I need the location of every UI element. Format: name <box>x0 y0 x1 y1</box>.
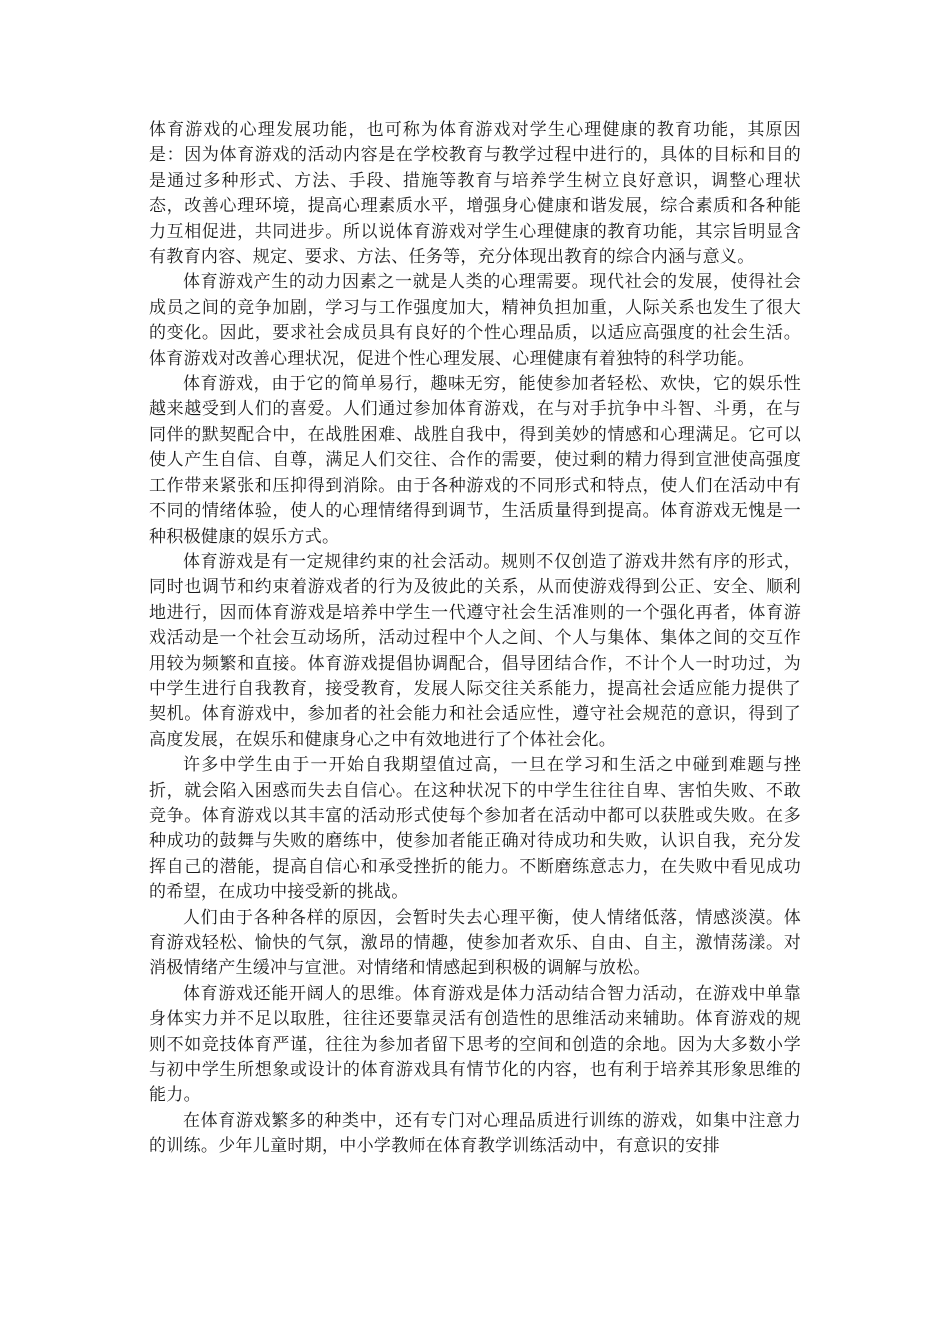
paragraph-attention-training: 在体育游戏繁多的种类中，还有专门对心理品质进行训练的游戏，如集中注意力的训练。少年儿童时期，中小学教师在体育教学训练活动中，有意识的安排 <box>149 1110 801 1157</box>
document-page <box>149 118 801 1160</box>
paragraph-social-activity: 体育游戏是有一定规律约束的社会活动。规则不仅创造了游戏井然有序的形式，同时也调节和约束着游戏者的行为及彼此的关系，从而使游戏得到公正、安全、顺利地进行，因而体育游戏是培养中学生一代遵守社会生活准则的一个强化再者，体育游戏活动是一个社会互动场所，活动过程中个人之间、个人与集体、集体之间的交互作用较为频繁和直接。体育游戏提倡协调配合，倡导团结合作，不计个人一时功过，为中学生进行自我教育，接受教育，发展人际交往关系能力，提高社会适应能力提供了契机。体育游戏中，参加者的社会能力和社会适应性，遵守社会规范的意识，得到了高度发展，在娱乐和健康身心之中有效地进行了个体社会化。 <box>149 551 801 750</box>
paragraph-psychological-needs: 体育游戏产生的动力因素之一就是人类的心理需要。现代社会的发展，使得社会成员之间的竞争加剧，学习与工作强度加大，精神负担加重，人际关系也发生了很大的变化。因此，要求社会成员具有良好的个性心理品质，以适应高强度的社会生活。体育游戏对改善心理状况，促进个性心理发展、心理健康有着独特的科学功能。 <box>149 272 801 369</box>
paragraph-psychological-function: 体育游戏的心理发展功能，也可称为体育游戏对学生心理健康的教育功能，其原因是：因为体育游戏的活动内容是在学校教育与教学过程中进行的，具体的目标和目的是通过多种形式、方法、手段、措施等教育与培养学生树立良好意识，调整心理状态，改善心理环境，提高心理素质水平，增强身心健康和谐发展，综合素质和各种能力互相促进，共同进步。所以说体育游戏对学生心理健康的教育功能，其宗旨明显含有教育内容、规定、要求、方法、任务等，充分体现出教育的综合内涵与意义。 <box>149 120 801 268</box>
paragraph-thinking: 体育游戏还能开阔人的思维。体育游戏是体力活动结合智力活动，在游戏中单靠身体实力并不足以取胜，往往还要靠灵活有创造性的思维活动来辅助。体育游戏的规则不如竞技体育严谨，往往为参加者留下思考的空间和创造的余地。因为大多数小学与初中学生所想象或设计的体育游戏具有情节化的内容，也有利于培养其形象思维的能力。 <box>149 983 801 1106</box>
paragraph-self-confidence: 许多中学生由于一开始自我期望值过高，一旦在学习和生活之中碰到难题与挫折，就会陷入困惑而失去自信心。在这种状况下的中学生往往自卑、害怕失败、不敢竞争。体育游戏以其丰富的活动形式使每个参加者在活动中都可以获胜或失败。在多种成功的鼓舞与失败的磨练中，使参加者能正确对待成功和失败，认识自我，充分发挥自己的潜能，提高自信心和承受挫折的能力。不断磨练意志力，在失败中看见成功的希望，在成功中接受新的挑战。 <box>149 755 801 903</box>
paragraph-emotional-balance: 人们由于各种各样的原因，会暂时失去心理平衡，使人情绪低落，情感淡漠。体育游戏轻松、愉快的气氛，激昂的情趣，使参加者欢乐、自由、自主，激情荡漾。对消极情绪产生缓冲与宣泄。对情绪和情感起到积极的调解与放松。 <box>149 907 801 979</box>
paragraph-entertainment: 体育游戏，由于它的简单易行，趣味无穷，能使参加者轻松、欢快，它的娱乐性越来越受到人们的喜爱。人们通过参加体育游戏，在与对手抗争中斗智、斗勇，在与同伴的默契配合中，在战胜困难、战胜自我中，得到美妙的情感和心理满足。它可以使人产生自信、自尊，满足人们交往、合作的需要，使过剩的精力得到宣泄使高强度工作带来紧张和压抑得到消除。由于各种游戏的不同形式和特点，使人们在活动中有不同的情绪体验，使人的心理情绪得到调节，生活质量得到提高。体育游戏无愧是一种积极健康的娱乐方式。 <box>149 374 801 547</box>
